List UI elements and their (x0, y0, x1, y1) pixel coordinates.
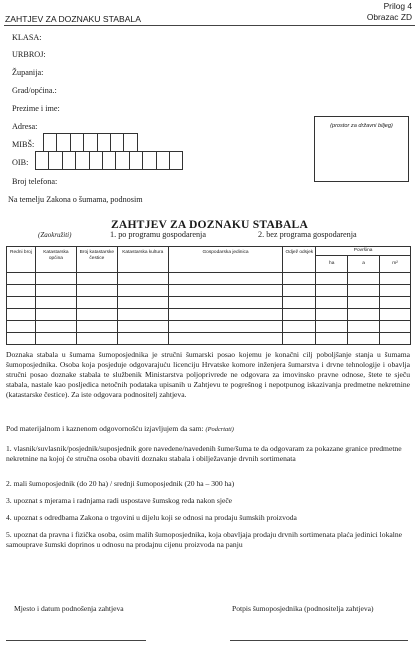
prezime-label: Prezime i ime: (12, 104, 60, 113)
signature-right-label: Potpis šumoposjednika (podnositelja zahtjeva) (232, 604, 374, 613)
header-title: ZAHTJEV ZA DOZNAKU STABALA (5, 14, 141, 24)
options-hint: (Zaokružiti) (38, 231, 72, 239)
col-broj-cestice: Broj katastarske čestice (76, 247, 117, 273)
parcel-table (6, 246, 411, 345)
klasa-label: KLASA: (12, 33, 42, 42)
col-odjel-odsjek: Odjel/ odsjek (283, 247, 316, 273)
mibs-boxes[interactable] (43, 133, 137, 152)
stamp-box (314, 116, 409, 182)
oib-label: OIB: (12, 158, 29, 167)
form-title: ZAHTJEV ZA DOZNAKU STABALA (110, 218, 309, 231)
stamp-label: (prostor za državni biljeg) (330, 123, 393, 129)
declaration-item-4[interactable]: 4. upoznat s odredbama Zakona o trgovini u dijelu koji se odnosi na prodaju šumskih proizvoda (6, 513, 297, 522)
liability-paragraph: Doznaka stabala u šumama šumoposjednika je stručni šumarski posao kojemu je konačni cilj poboljšanje stanja u šumama šumoposjednika. Osoba koja posjeduje odgovarajuću licenciju Hrvatske komore inženjera šumarstva i drvne tehnologije i obavlja stručni posao doznake stabala te službenik Ministarstva poljoprivrede ne odgovara za imovinsko pravne odnose, štete te sječu stabala, nastale kao posljedica netočnih podataka upisanih u Zahtjevu te pogrešnog i nepotpunog iskazivanja predmetne nekretnine (katastarske čestice). Za iste odgovara podnositelj zahtjeva. (6, 350, 410, 399)
header-divider (4, 25, 415, 26)
form-code: Obrazac ZD (366, 12, 412, 22)
declaration-item-1[interactable]: 1. vlasnik/suvlasnik/posjednik/suposjednik gore navedene/navedenih šume/šuma te da odgovaram za pokazane granice predmetne nekretnine na kojoj će stručna osoba obaviti doznaku stabala i obilježavanje drvnih sortimenata (6, 444, 402, 463)
table-row[interactable] (7, 309, 411, 321)
col-redni-broj: Redni broj (7, 247, 36, 273)
table-row[interactable] (7, 333, 411, 345)
declaration-label: Pod materijalnom i kaznenom odgovornošću izjavljujem da sam: (6, 424, 204, 433)
telefon-label: Broj telefona: (12, 177, 58, 186)
table-row[interactable] (7, 297, 411, 309)
header-annex-block (367, 1, 412, 23)
col-katastarska-opcina: Katastarska općina (35, 247, 76, 273)
col-ha: ha (316, 256, 348, 273)
intro-text: Na temelju Zakona o šumama, podnosim (8, 195, 143, 204)
urbroj-label: URBROJ: (12, 50, 46, 59)
zupanija-label: Županija: (12, 68, 44, 77)
declaration-item-2[interactable]: 2. mali šumoposjednik (do 20 ha) / srednji šumoposjednik (20 ha – 300 ha) (6, 479, 235, 488)
adresa-label: Adresa: (12, 122, 38, 131)
col-m2: m² (380, 256, 411, 273)
signature-left-label: Mjesto i datum podnošenja zahtjeva (14, 604, 124, 613)
col-katastarska-kultura: Katastarska kultura (117, 247, 168, 273)
table-row[interactable] (7, 273, 411, 285)
mibs-label: MIBŠ: (12, 140, 35, 149)
col-gospodarska-jedinica: Gospodarska jedinica (168, 247, 283, 273)
table-row[interactable] (7, 285, 411, 297)
col-a: a (348, 256, 380, 273)
declaration-item-5[interactable]: 5. upoznat da pravna i fizička osoba, osim malih šumoposjednika, koja obavljaja prodaju drvnih sortimenata plaća jedinici lokalne samouprave šumski doprinos u odnosu na prodajnu cijenu proizvoda na panju (6, 530, 403, 549)
annex-label: Prilog 4 (383, 1, 412, 11)
grad-label: Grad/općina.: (12, 86, 57, 95)
option-with-program[interactable]: 1. po programu gospodarenja (110, 230, 206, 239)
declaration-hint: (Podcrtati) (205, 426, 234, 433)
signature-left-line[interactable] (6, 640, 146, 641)
declaration-text (6, 424, 234, 433)
option-without-program[interactable]: 2. bez programa gospodarenja (258, 230, 357, 239)
col-povrsina: Površina (316, 247, 411, 256)
table-row[interactable] (7, 321, 411, 333)
declaration-item-3[interactable]: 3. upoznat s mjerama i radnjama radi uspostave šumskog reda nakon sječe (6, 496, 233, 505)
signature-right-line[interactable] (230, 640, 408, 641)
oib-boxes[interactable] (35, 151, 182, 170)
